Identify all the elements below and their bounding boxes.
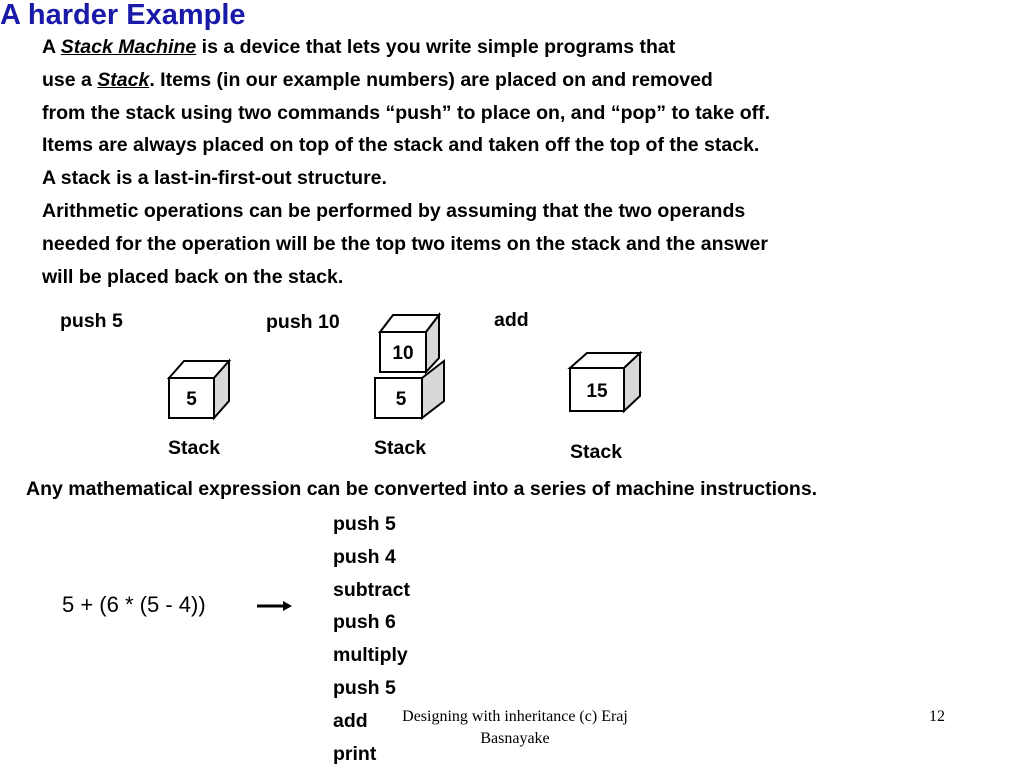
instruction-item: push 4 <box>333 545 396 568</box>
body-line: use a Stack. Items (in our example numbers) are placed on and removed <box>42 68 713 91</box>
instruction-item: push 6 <box>333 611 396 634</box>
stack-box-5 <box>168 360 248 440</box>
instruction-item: add <box>333 709 368 732</box>
footer-text: Designing with inheritance (c) Eraj Basnayake <box>402 708 628 747</box>
stack-label: Stack <box>168 437 221 459</box>
body-line: needed for the operation will be the top two items on the stack and the answer <box>42 232 768 255</box>
instruction-item: subtract <box>333 578 410 601</box>
instruction-item: multiply <box>333 644 408 667</box>
push-10-command: push 10 <box>266 311 340 333</box>
add-command: add <box>494 309 529 331</box>
body-text <box>42 31 770 293</box>
stack-term: Stack <box>97 68 150 91</box>
math-expression: 5 + (6 * (5 - 4)) <box>62 592 206 617</box>
right-arrow-icon <box>255 596 295 616</box>
body-line: A stack is a last-in-first-out structure. <box>42 167 387 190</box>
page-number: 12 <box>929 708 945 725</box>
slide-title: A harder Example <box>0 0 246 31</box>
stack-label: Stack <box>374 437 427 459</box>
instruction-item: push 5 <box>333 513 396 535</box>
body-line: will be placed back on the stack. <box>42 265 344 288</box>
instruction-item: push 5 <box>333 676 396 699</box>
stack-box-5 <box>374 360 454 440</box>
body-line: Arithmetic operations can be performed by assuming that the two operands <box>42 199 746 222</box>
push-5-command: push 5 <box>60 310 123 332</box>
body-line: A Stack Machine is a device that lets you write simple programs that <box>42 36 676 58</box>
stack-box-value: 5 <box>395 389 407 410</box>
stack-box-value: 5 <box>186 389 197 410</box>
instruction-item: print <box>333 742 377 765</box>
stack-box-value: 15 <box>586 381 608 402</box>
conversion-statement: Any mathematical expression can be converted into a series of machine instructions. <box>26 478 818 500</box>
stack-box-value: 10 <box>392 343 414 364</box>
body-line: from the stack using two commands “push” to place on, and “pop” to take off. <box>42 101 771 124</box>
body-line: Items are always placed on top of the stack and taken off the top of the stack. <box>42 134 760 157</box>
stack-box-15 <box>569 352 649 432</box>
stack-machine-term: Stack Machine <box>60 36 197 58</box>
stack-label: Stack <box>570 441 623 463</box>
